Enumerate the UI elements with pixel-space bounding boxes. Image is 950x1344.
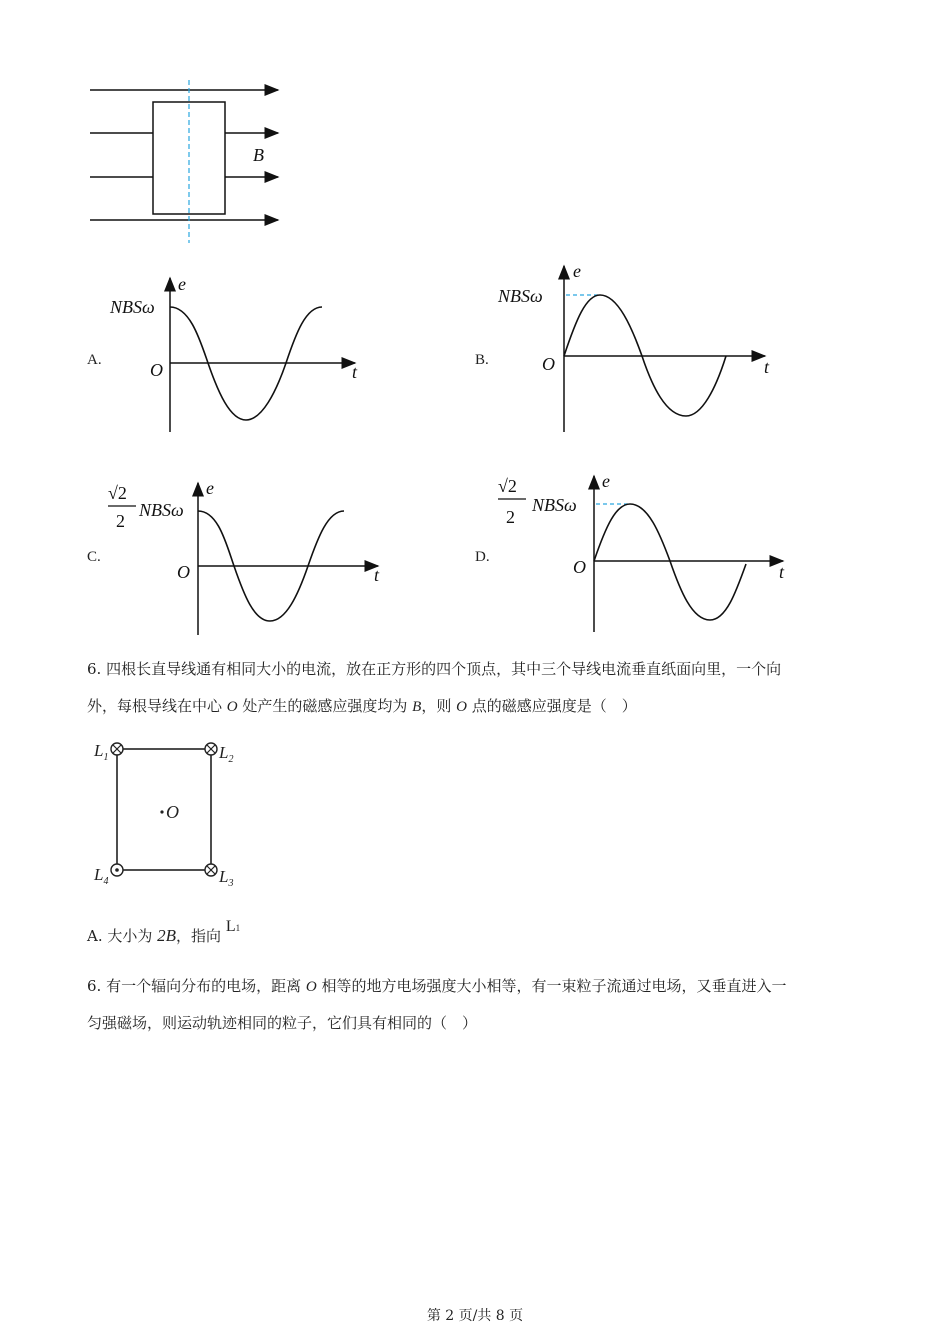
symbol-o: O bbox=[226, 699, 238, 715]
question-6b-line-1 bbox=[87, 976, 786, 997]
y-label: NBSω bbox=[110, 297, 155, 317]
y-axis-label: e bbox=[573, 261, 581, 281]
origin-label: O bbox=[150, 360, 163, 380]
y-label-denominator: 2 bbox=[116, 511, 125, 531]
question-6a-line-1: 6. 四根长直导线通有相同大小的电流，放在正方形的四个顶点，其中三个导线电流垂直纸面向里，一个向 bbox=[87, 660, 782, 678]
page-footer: 第 2 页/共 8 页 bbox=[426, 1308, 524, 1324]
line-2-post: 点的磁感应强度是（ ） bbox=[466, 697, 637, 715]
label-l4: $L_4$ bbox=[94, 865, 109, 887]
y-axis-label: e bbox=[178, 274, 186, 294]
symbol-o: O bbox=[305, 979, 317, 995]
center-point bbox=[160, 810, 163, 813]
field-label-b: B bbox=[253, 145, 264, 165]
symbol-b: B bbox=[412, 699, 422, 715]
label-l1: $L_1$ bbox=[94, 741, 109, 763]
question-6a-answer bbox=[87, 918, 241, 948]
square-wires-figure bbox=[90, 735, 250, 890]
question-6a-line-2 bbox=[87, 696, 637, 717]
line-1-pre: 6. 有一个辐向分布的电场，距离 bbox=[87, 977, 306, 995]
option-b-graph bbox=[490, 258, 780, 438]
y-axis-label: e bbox=[206, 478, 214, 498]
option-c-label: C. bbox=[87, 549, 101, 565]
x-axis-label: t bbox=[779, 562, 785, 582]
question-6b-line-2: 匀强磁场，则运动轨迹相同的粒子，它们具有相同的（ ） bbox=[87, 1014, 478, 1032]
wire-l4-out-of-page-icon bbox=[111, 864, 123, 876]
label-l2: $L_2$ bbox=[219, 743, 234, 765]
symbol-o: O bbox=[456, 699, 467, 715]
wire-l1-into-page-icon bbox=[111, 743, 123, 755]
y-label: NBSω bbox=[498, 286, 543, 306]
answer-mid: ，指向 bbox=[176, 927, 226, 945]
option-d-graph bbox=[490, 470, 800, 640]
origin-label: O bbox=[177, 562, 190, 582]
line-2-mid2: ，则 bbox=[421, 697, 457, 715]
answer-value: 2B bbox=[157, 926, 177, 945]
origin-label: O bbox=[573, 557, 586, 577]
x-axis-label: t bbox=[764, 357, 770, 377]
line-1-post: 相等的地方电场强度大小相等，有一束粒子流通过电场，又垂直进入一 bbox=[316, 977, 787, 995]
option-a-label: A. bbox=[87, 352, 102, 368]
label-center-o: O bbox=[166, 802, 179, 822]
answer-pre: A. 大小为 bbox=[87, 927, 158, 945]
y-label-denominator: 2 bbox=[506, 507, 515, 527]
option-c-graph bbox=[100, 475, 390, 640]
line-2-mid: 处产生的磁感应强度均为 bbox=[237, 697, 413, 715]
y-label-rest: NBSω bbox=[139, 500, 184, 520]
x-axis-label: t bbox=[352, 362, 358, 382]
line-2-pre: 外，每根导线在中心 bbox=[87, 697, 227, 715]
y-label-sqrt: √2 bbox=[498, 476, 517, 496]
answer-target: L1 bbox=[225, 918, 241, 935]
x-axis-label: t bbox=[374, 565, 380, 585]
coil-rectangle bbox=[153, 102, 225, 214]
label-l3: $L_3$ bbox=[219, 867, 234, 889]
option-b-label: B. bbox=[475, 352, 489, 368]
sine-curve bbox=[594, 504, 746, 620]
y-label-rest: NBSω bbox=[532, 495, 577, 515]
coil-field-figure bbox=[80, 75, 300, 250]
wire-l2-into-page-icon bbox=[205, 743, 217, 755]
square-outline bbox=[117, 749, 211, 870]
option-a-graph bbox=[100, 270, 370, 440]
y-axis-label: e bbox=[602, 471, 610, 491]
y-label-sqrt: √2 bbox=[108, 483, 127, 503]
option-d-label: D. bbox=[475, 549, 490, 565]
wire-l3-into-page-icon bbox=[205, 864, 217, 876]
origin-label: O bbox=[542, 354, 555, 374]
